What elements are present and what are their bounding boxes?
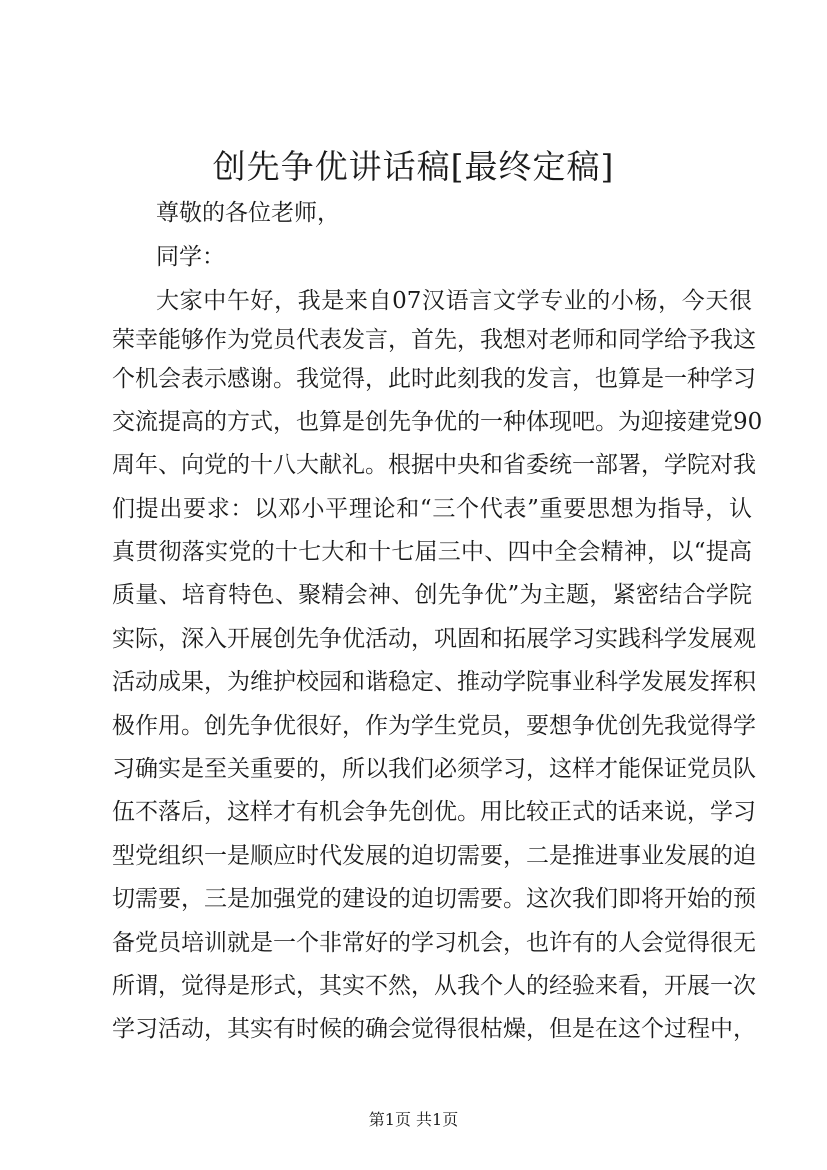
paragraph-line: 质量、培育特色、聚精会神、创先争优”为主题，紧密结合学院 bbox=[112, 582, 752, 608]
paragraph-line: 们提出要求：以邓小平理论和“三个代表”重要思想为指导，认 bbox=[112, 496, 752, 522]
paragraph-line: 活动成果，为维护校园和谐稳定、推动学院事业科学发展发挥积 bbox=[112, 669, 756, 695]
paragraph-line: 习确实是至关重要的，所以我们必须学习，这样才能保证党员队 bbox=[112, 756, 756, 782]
paragraph-line: 极作用。创先争优很好，作为学生党员，要想争优创先我觉得学 bbox=[112, 713, 756, 739]
paragraph-line: 真贯彻落实党的十七大和十七届三中、四中全会精神，以“提高 bbox=[112, 539, 752, 565]
paragraph-line: 交流提高的方式，也算是创先争优的一种体现吧。为迎接建党90 bbox=[112, 409, 763, 435]
salutation-line: 同学： bbox=[156, 244, 225, 270]
page-footer: 第1页 共1页 bbox=[368, 1110, 459, 1129]
document-title: 创先争优讲话稿[最终定稿] bbox=[212, 147, 615, 186]
paragraph-line: 实际，深入开展创先争优活动，巩固和拓展学习实践科学发展观 bbox=[112, 626, 756, 652]
paragraph-line: 荣幸能够作为党员代表发言，首先，我想对老师和同学给予我这 bbox=[112, 327, 756, 353]
salutation-line: 尊敬的各位老师， bbox=[156, 200, 340, 226]
paragraph-line: 型党组织一是顺应时代发展的迫切需要，二是推进事业发展的迫 bbox=[112, 843, 756, 869]
paragraph-line: 周年、向党的十八大献礼。根据中央和省委统一部署，学院对我 bbox=[112, 452, 756, 478]
paragraph-line: 伍不落后，这样才有机会争先创优。用比较正式的话来说，学习 bbox=[112, 799, 756, 825]
paragraph-line: 切需要，三是加强党的建设的迫切需要。这次我们即将开始的预 bbox=[112, 886, 756, 912]
paragraph-line: 个机会表示感谢。我觉得，此时此刻我的发言，也算是一种学习 bbox=[112, 366, 756, 392]
paragraph-line: 所谓，觉得是形式，其实不然，从我个人的经验来看，开展一次 bbox=[112, 973, 756, 999]
paragraph-line: 备党员培训就是一个非常好的学习机会，也许有的人会觉得很无 bbox=[112, 930, 756, 956]
paragraph-line: 大家中午好，我是来自07汉语言文学专业的小杨，今天很 bbox=[156, 288, 752, 314]
paragraph-line: 学习活动，其实有时候的确会觉得很枯燥，但是在这个过程中， bbox=[112, 1016, 756, 1042]
